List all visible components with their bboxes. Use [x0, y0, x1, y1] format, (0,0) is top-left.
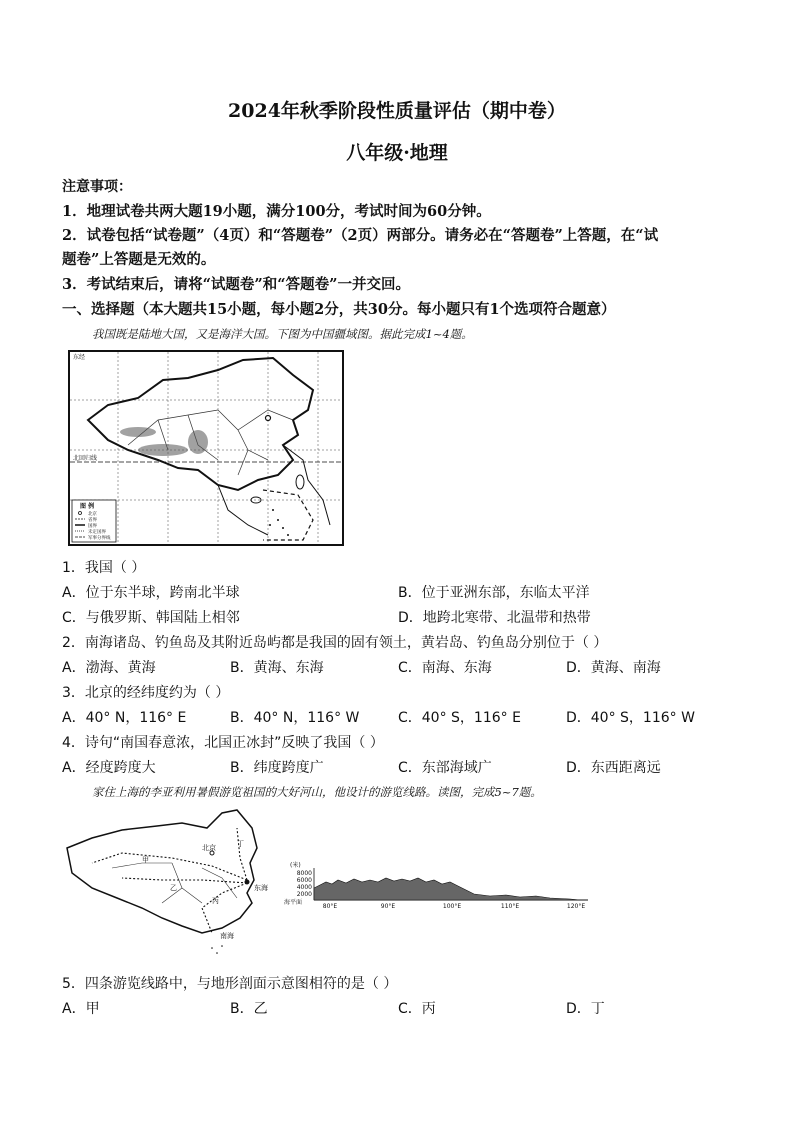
q5-option-b: B．乙: [230, 1001, 268, 1017]
legend-item: 北京: [88, 512, 97, 517]
q4-option-a: A．经度跨度大: [62, 760, 156, 776]
legend-item: 军事分界线: [88, 536, 111, 541]
q3-option-d: D．40° S，116° W: [566, 710, 695, 726]
route-yi: [122, 878, 247, 883]
q1-option-d: D．地跨北寒带、北温带和热带: [398, 610, 591, 626]
x-tick-90E: 90°E: [380, 903, 396, 910]
beijing-marker: [266, 416, 271, 421]
route-ding: [237, 828, 247, 880]
q4-option-b: B．纬度跨度广: [230, 760, 324, 776]
x-tick-80E: 80°E: [322, 903, 338, 910]
route-jia: [92, 853, 247, 880]
note-item-3: 3．考试结束后，请将“试题卷”和“答题卷”一并交回。: [62, 276, 410, 293]
q3-option-b: B．40° N，116° W: [230, 710, 360, 726]
note-item-2: 2．试卷包括“试卷题”（4页）和“答题卷”（2页）两部分。请务必在“答题卷”上答题，在“试: [62, 227, 659, 244]
route-label-ding: 丁: [237, 840, 244, 848]
route-label-jia: 甲: [142, 856, 149, 864]
question-4-stem: 4．诗句“南国春意浓，北国正冰封”反映了我国（ ）: [62, 735, 384, 751]
q2-option-c: C．南海、东海: [398, 660, 492, 676]
x-tick-110E: 110°E: [500, 903, 520, 910]
question-3-stem: 3．北京的经纬度约为（ ）: [62, 685, 230, 701]
notes-heading: 注意事项：: [62, 179, 132, 195]
legend-item: 未定国界: [88, 530, 106, 535]
q5-option-c: C．丙: [398, 1001, 436, 1017]
exam-subtitle: 八年级·地理: [346, 142, 448, 164]
legend-item: 省界: [88, 518, 97, 523]
q3-option-a: A．40° N，116° E: [62, 710, 187, 726]
question-2-stem: 2．南海诸岛、钓鱼岛及其附近岛屿都是我国的固有领土，黄岩岛、钓鱼岛分别位于（ ）: [62, 635, 608, 651]
q3-option-c: C．40° S，116° E: [398, 710, 521, 726]
sea-level-label: 海平面: [284, 899, 303, 906]
tropic-label: 北回归线: [73, 455, 98, 462]
y-tick-4000: 4000: [296, 884, 312, 891]
q1-option-b: B．位于亚洲东部，东临太平洋: [398, 585, 590, 601]
question-1-stem: 1．我国（ ）: [62, 560, 146, 576]
route-map: [62, 808, 292, 958]
question-5-stem: 5．四条游览线路中，与地形剖面示意图相符的是（ ）: [62, 976, 398, 992]
route-label-bing: 丙: [212, 897, 219, 905]
note-item-1: 1．地理试卷共两大题19小题，满分100分，考试时间为60分钟。: [62, 203, 491, 220]
q2-option-b: B．黄海、东海: [230, 660, 324, 676]
y-tick-6000: 6000: [296, 877, 312, 884]
beijing-label: 北京: [202, 844, 216, 852]
south-china-sea-label: 南海: [220, 932, 234, 940]
east-china-sea-label: 东海: [254, 884, 268, 892]
legend-title: 图 例: [80, 503, 95, 510]
exam-title: 2024年秋季阶段性质量评估（期中卷）: [228, 100, 566, 122]
q2-option-a: A．渤海、黄海: [62, 660, 156, 676]
y-tick-2000: 2000: [296, 891, 312, 898]
profile-y-unit: (米): [290, 862, 301, 869]
route-bing: [202, 883, 247, 933]
q4-option-d: D．东西距离远: [566, 760, 661, 776]
q5-option-a: A．甲: [62, 1001, 100, 1017]
x-tick-120E: 120°E: [566, 903, 586, 910]
x-tick-100E: 100°E: [442, 903, 462, 910]
section-heading: 一、选择题（本大题共15小题，每小题2分，共30分。每小题只有1个选项符合题意）: [62, 301, 616, 318]
terrain-profile: [280, 860, 592, 910]
china-territory-map: [68, 350, 344, 546]
q2-option-d: D．黄海、南海: [566, 660, 661, 676]
y-tick-8000: 8000: [296, 870, 312, 877]
legend-item: 国界: [88, 524, 97, 529]
q1-option-c: C．与俄罗斯、韩国陆上相邻: [62, 610, 240, 626]
section-intro-1: 我国既是陆地大国，又是海洋大国。下图为中国疆域图。据此完成1~4题。: [92, 327, 473, 341]
q1-option-a: A．位于东半球，跨南北半球: [62, 585, 240, 601]
note-item-2-cont: 题卷”上答题是无效的。: [62, 251, 216, 268]
longitude-label: 东经: [73, 354, 86, 361]
section-intro-2: 家住上海的李亚利用暑假游览祖国的大好河山，他设计的游览线路。读图，完成5~7题。: [92, 785, 542, 799]
q4-option-c: C．东部海域广: [398, 760, 492, 776]
route-label-yi: 乙: [170, 884, 177, 892]
q5-option-d: D．丁: [566, 1001, 605, 1017]
profile-shape: [314, 878, 580, 900]
